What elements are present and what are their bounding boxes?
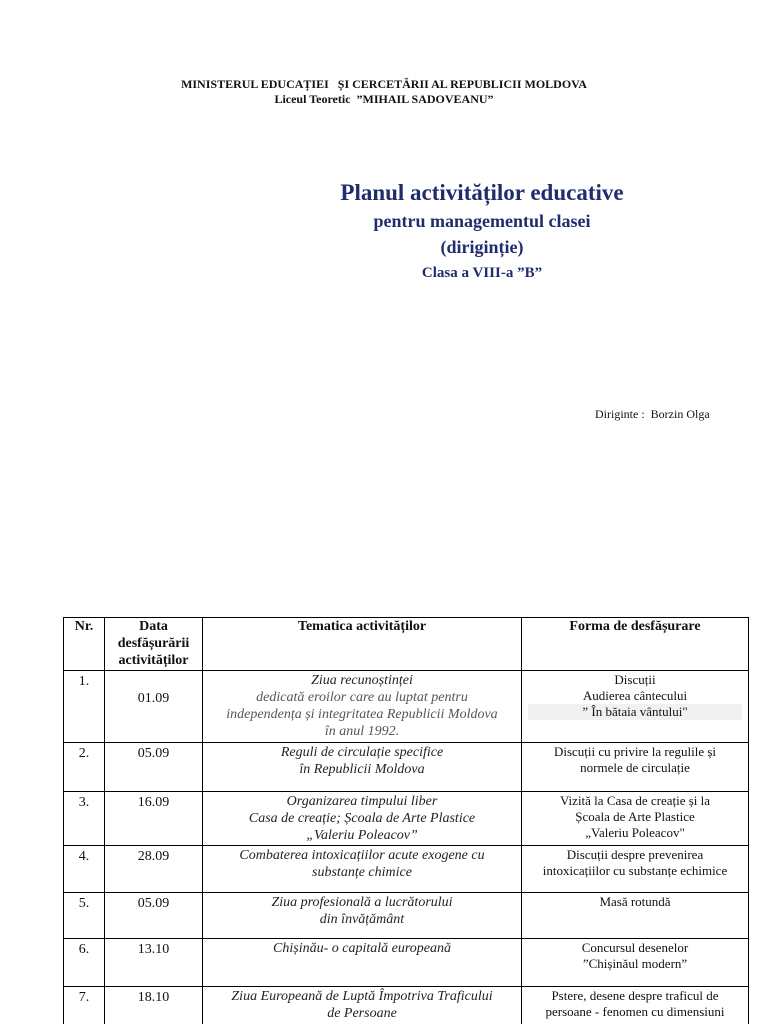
- row-form: [522, 743, 749, 792]
- theme-line: Ziua recunoștinței: [311, 673, 413, 688]
- row-form: [522, 939, 749, 987]
- theme-line: dedicată eroilor care au luptat pentru: [256, 690, 468, 705]
- header-nr: Nr.: [64, 618, 105, 671]
- teacher-name: Diriginte : Borzin Olga: [595, 407, 710, 421]
- row-theme: [203, 893, 522, 939]
- theme-line: Organizarea timpului liber: [286, 794, 438, 809]
- document-subtitle: pentru managementul clasei: [373, 211, 591, 231]
- row-number: 4.: [64, 846, 105, 893]
- theme-line: Ziua profesională a lucrătorului: [271, 895, 453, 910]
- activities-table-container: [63, 617, 749, 1024]
- row-form: [522, 792, 749, 846]
- row-date: 01.09: [105, 671, 203, 743]
- form-line: Discuții: [614, 672, 656, 687]
- form-line: ”Chișinăul modern”: [582, 956, 688, 971]
- form-line-highlighted: ” În bătaia vântului": [528, 704, 742, 720]
- table-row: [64, 939, 749, 987]
- row-form: [522, 671, 749, 743]
- title-block: [232, 178, 732, 286]
- school-name: Liceul Teoretic ”MIHAIL SADOVEANU”: [274, 92, 494, 106]
- header-form: Forma de desfășurare: [522, 618, 749, 671]
- row-theme: [203, 987, 522, 1024]
- form-line: „Valeriu Poleacov": [585, 825, 685, 840]
- form-line: Pstere, desene despre traficul de: [551, 988, 719, 1003]
- header-date-line: desfășurării: [117, 636, 190, 651]
- table-row: [64, 846, 749, 893]
- row-number: 6.: [64, 939, 105, 987]
- document-header: [0, 77, 768, 107]
- row-date: 05.09: [105, 743, 203, 792]
- row-number: 3.: [64, 792, 105, 846]
- theme-line: de Persoane: [327, 1006, 397, 1021]
- row-theme: [203, 846, 522, 893]
- theme-line: în Republicii Moldova: [299, 762, 425, 777]
- activities-table: [63, 617, 749, 1024]
- row-number: 1.: [64, 671, 105, 743]
- row-theme: [203, 939, 522, 987]
- row-theme: [203, 671, 522, 743]
- row-theme: [203, 792, 522, 846]
- row-date: 16.09: [105, 792, 203, 846]
- row-form: [522, 987, 749, 1024]
- row-form: [522, 893, 749, 939]
- table-row: [64, 792, 749, 846]
- form-line: Discuții despre prevenirea: [566, 847, 704, 862]
- row-theme: [203, 743, 522, 792]
- theme-line: Combaterea intoxicațiilor acute exogene cu: [239, 848, 485, 863]
- row-date: 05.09: [105, 893, 203, 939]
- form-line: Vizită la Casa de creație și la: [559, 793, 711, 808]
- header-date-line: activităților: [118, 653, 189, 668]
- row-date: 13.10: [105, 939, 203, 987]
- theme-line: „Valeriu Poleacov”: [306, 828, 418, 843]
- table-row: [64, 671, 749, 743]
- header-date: [105, 618, 203, 671]
- form-line: Școala de Arte Plastice: [575, 809, 695, 824]
- row-form: [522, 846, 749, 893]
- theme-line: independența și integritatea Republicii Moldova: [226, 707, 498, 722]
- theme-line: Reguli de circulație specifice: [280, 745, 444, 760]
- theme-line: Casa de creație; Școala de Arte Plastice: [248, 811, 476, 826]
- document-subtitle-role: (diriginție): [440, 237, 524, 257]
- row-number: 7.: [64, 987, 105, 1024]
- table-row: [64, 987, 749, 1024]
- class-label: Clasa a VIII-a ”B”: [421, 265, 543, 281]
- row-date: 28.09: [105, 846, 203, 893]
- form-line: Audierea cântecului: [582, 688, 688, 703]
- form-line: persoane - fenomen cu dimensiuni: [545, 1004, 725, 1019]
- form-line: normele de circulație: [580, 760, 690, 775]
- form-line: intoxicațiilor cu substanțe echimice: [542, 863, 728, 878]
- table-row: [64, 743, 749, 792]
- form-line: Masă rotundă: [599, 894, 671, 909]
- document-title: Planul activităților educative: [340, 180, 624, 205]
- theme-line: substanțe chimice: [312, 865, 412, 880]
- theme-line: din învățământ: [319, 912, 405, 927]
- header-theme: Tematica activităților: [203, 618, 522, 671]
- form-line: Discuții cu privire la regulile și: [553, 744, 717, 759]
- row-date: 18.10: [105, 987, 203, 1024]
- theme-line: Ziua Europeană de Luptă Împotriva Traficului: [231, 989, 493, 1004]
- theme-line: Chișinău- o capitală europeană: [273, 941, 451, 956]
- form-line: Concursul desenelor: [581, 940, 689, 955]
- table-row: [64, 893, 749, 939]
- row-number: 2.: [64, 743, 105, 792]
- theme-line: în anul 1992.: [324, 724, 400, 739]
- header-date-line: Data: [139, 619, 168, 634]
- ministry-name: MINISTERUL EDUCAȚIEI ȘI CERCETĂRII AL REPUBLICII MOLDOVA: [181, 77, 587, 91]
- row-number: 5.: [64, 893, 105, 939]
- table-header-row: [64, 618, 749, 671]
